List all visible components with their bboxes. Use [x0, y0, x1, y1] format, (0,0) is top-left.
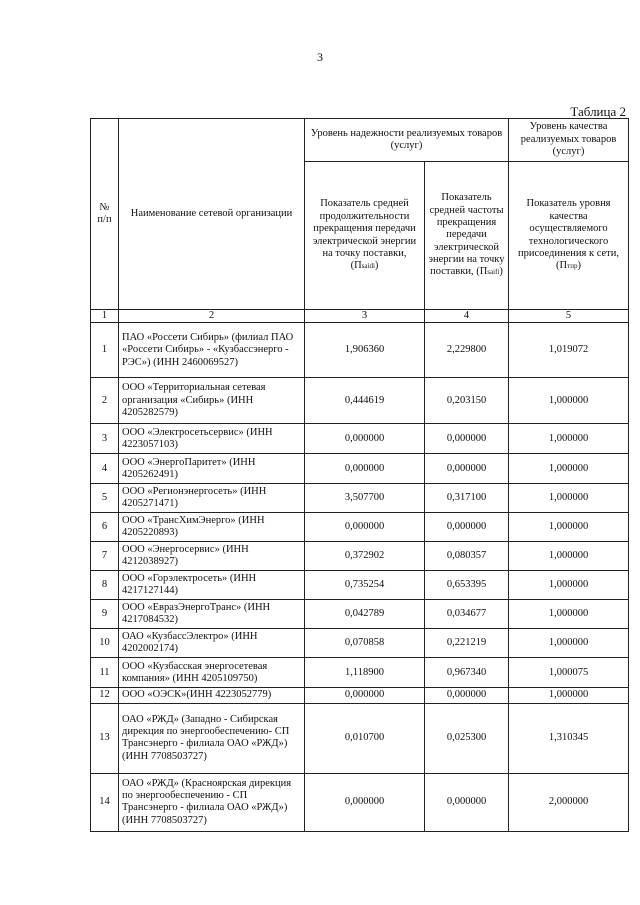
table-row — [91, 773, 629, 831]
row-number: 12 — [91, 688, 119, 703]
row-number: 5 — [91, 484, 119, 513]
tpr-value: 1,000075 — [509, 658, 629, 688]
row-number: 1 — [91, 323, 119, 378]
organization-name: ООО «Территориальная сетевая организация «Сибирь» (ИНН 4205282579) — [119, 378, 305, 424]
row-number: 8 — [91, 571, 119, 600]
header-saidi: Показатель средней продолжительности прекращения передачи электрической энергии на точку поставки, (Пsaidi) — [305, 162, 425, 310]
table-row — [91, 378, 629, 424]
saifi-value: 0,080357 — [425, 542, 509, 571]
table-row — [91, 454, 629, 484]
saifi-value: 0,653395 — [425, 571, 509, 600]
table-row — [91, 513, 629, 542]
table-row — [91, 542, 629, 571]
column-number: 1 — [91, 310, 119, 323]
tpr-value: 1,000000 — [509, 424, 629, 454]
column-number: 5 — [509, 310, 629, 323]
row-number: 4 — [91, 454, 119, 484]
organization-name: ООО «Кузбасская энергосетевая компания» (ИНН 4205109750) — [119, 658, 305, 688]
tpr-value: 1,000000 — [509, 513, 629, 542]
saidi-value: 1,118900 — [305, 658, 425, 688]
row-number: 9 — [91, 600, 119, 629]
column-number: 2 — [119, 310, 305, 323]
column-number-row — [91, 310, 629, 323]
saidi-value: 3,507700 — [305, 484, 425, 513]
table-caption: Таблица 2 — [570, 104, 626, 119]
header-quality-group: Уровень качества реализуемых товаров (услуг) — [509, 119, 629, 162]
organization-name: ОАО «КузбассЭлектро» (ИНН 4202002174) — [119, 629, 305, 658]
column-number: 3 — [305, 310, 425, 323]
saifi-value: 0,025300 — [425, 703, 509, 773]
row-number: 3 — [91, 424, 119, 454]
tpr-value: 1,000000 — [509, 629, 629, 658]
row-number: 2 — [91, 378, 119, 424]
organization-name: ОАО «РЖД» (Красноярская дирекция по энергообеспечению - СП Трансэнерго - филиала ОАО «РЖД») (ИНН 7708503727) — [119, 773, 305, 831]
saidi-value: 0,000000 — [305, 424, 425, 454]
organization-name: ООО «Энергосервис» (ИНН 4212038927) — [119, 542, 305, 571]
saidi-value: 0,000000 — [305, 773, 425, 831]
organization-name: ПАО «Россети Сибирь» (филиал ПАО «Россети Сибирь» - «Кузбассэнерго - РЭС») (ИНН 2460069527) — [119, 323, 305, 378]
organization-name: ООО «ТрансХимЭнерго» (ИНН 4205220893) — [119, 513, 305, 542]
tpr-value: 1,000000 — [509, 454, 629, 484]
saidi-value: 0,070858 — [305, 629, 425, 658]
tpr-value: 2,000000 — [509, 773, 629, 831]
tpr-value: 1,000000 — [509, 571, 629, 600]
table-row — [91, 323, 629, 378]
column-number: 4 — [425, 310, 509, 323]
table-row — [91, 571, 629, 600]
page-number: 3 — [317, 50, 323, 64]
saifi-value: 0,000000 — [425, 513, 509, 542]
table-row — [91, 484, 629, 513]
saifi-value: 0,221219 — [425, 629, 509, 658]
table-row — [91, 703, 629, 773]
table-row — [91, 424, 629, 454]
saifi-value: 0,034677 — [425, 600, 509, 629]
saifi-value: 0,000000 — [425, 773, 509, 831]
organization-name: ООО «ЕвразЭнергоТранс» (ИНН 4217084532) — [119, 600, 305, 629]
tpr-value: 1,000000 — [509, 688, 629, 703]
saidi-value: 0,042789 — [305, 600, 425, 629]
saifi-value: 0,000000 — [425, 424, 509, 454]
row-number: 10 — [91, 629, 119, 658]
organization-name: ООО «ОЭСК»(ИНН 4223052779) — [119, 688, 305, 703]
row-number: 7 — [91, 542, 119, 571]
organization-name: ООО «Электросетьсервис» (ИНН 4223057103) — [119, 424, 305, 454]
organization-name: ОАО «РЖД» (Западно - Сибирская дирекция по энергообеспечению- СП Трансэнерго - филиала ОАО «РЖД») (ИНН 7708503727) — [119, 703, 305, 773]
organization-name: ООО «Регионэнергосеть» (ИНН 4205271471) — [119, 484, 305, 513]
table-row — [91, 600, 629, 629]
saifi-value: 0,000000 — [425, 454, 509, 484]
header-reliability-group: Уровень надежности реализуемых товаров (услуг) — [305, 119, 509, 162]
tpr-value: 1,000000 — [509, 542, 629, 571]
tpr-value: 1,000000 — [509, 378, 629, 424]
saifi-value: 2,229800 — [425, 323, 509, 378]
saidi-value: 1,906360 — [305, 323, 425, 378]
network-organizations-table — [90, 118, 629, 832]
saidi-value: 0,000000 — [305, 688, 425, 703]
row-number: 14 — [91, 773, 119, 831]
tpr-value: 1,000000 — [509, 600, 629, 629]
tpr-value: 1,000000 — [509, 484, 629, 513]
header-saifi: Показатель средней частоты прекращения передачи электрической энергии на точку поставки, (Пsaifi) — [425, 162, 509, 310]
saidi-value: 0,372902 — [305, 542, 425, 571]
header-num: № п/п — [91, 119, 119, 310]
organization-name: ООО «ЭнергоПаритет» (ИНН 4205262491) — [119, 454, 305, 484]
saidi-value: 0,444619 — [305, 378, 425, 424]
saifi-value: 0,967340 — [425, 658, 509, 688]
saifi-value: 0,000000 — [425, 688, 509, 703]
row-number: 11 — [91, 658, 119, 688]
table-row — [91, 658, 629, 688]
saidi-value: 0,010700 — [305, 703, 425, 773]
row-number: 6 — [91, 513, 119, 542]
saidi-value: 0,000000 — [305, 454, 425, 484]
row-number: 13 — [91, 703, 119, 773]
saidi-value: 0,735254 — [305, 571, 425, 600]
organization-name: ООО «Горэлектросеть» (ИНН 4217127144) — [119, 571, 305, 600]
table-row — [91, 629, 629, 658]
saidi-value: 0,000000 — [305, 513, 425, 542]
table-row — [91, 688, 629, 703]
saifi-value: 0,317100 — [425, 484, 509, 513]
header-tpr: Показатель уровня качества осуществляемого технологического присоединения к сети, (Птпр) — [509, 162, 629, 310]
tpr-value: 1,019072 — [509, 323, 629, 378]
saifi-value: 0,203150 — [425, 378, 509, 424]
tpr-value: 1,310345 — [509, 703, 629, 773]
header-name: Наименование сетевой организации — [119, 119, 305, 310]
